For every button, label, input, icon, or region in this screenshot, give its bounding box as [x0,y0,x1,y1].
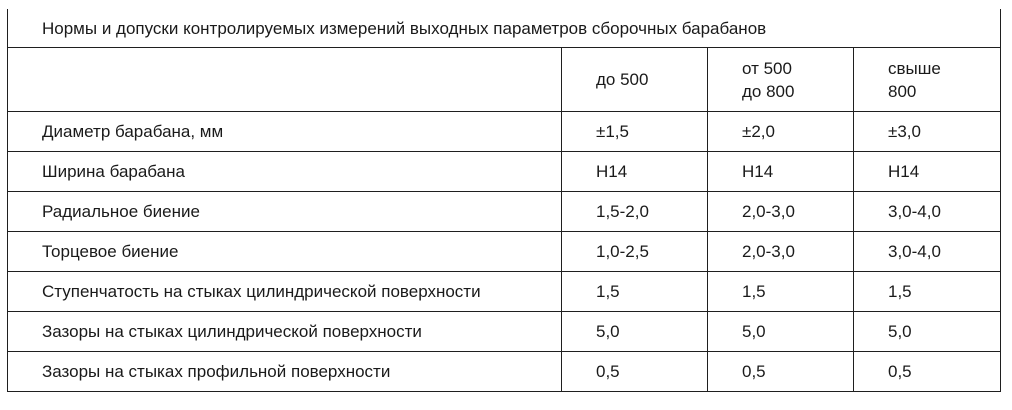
table-row [8,312,1001,352]
row-value-500-to-800: 2,0-3,0 [708,192,854,232]
row-value-up-to-500: Н14 [562,152,708,192]
row-value-over-800: 3,0-4,0 [854,232,1001,272]
row-value-over-800: 5,0 [854,312,1001,352]
table-row [8,192,1001,232]
tolerance-table [7,9,1001,392]
table-row [8,112,1001,152]
table-row [8,232,1001,272]
header-cell-over-800: свыше 800 [854,48,1001,112]
row-value-over-800: ±3,0 [854,112,1001,152]
row-value-up-to-500: 1,5-2,0 [562,192,708,232]
row-value-500-to-800: 2,0-3,0 [708,232,854,272]
header-cell-up-to-500: до 500 [562,48,708,112]
table-row [8,272,1001,312]
row-parameter-label: Ширина барабана [8,152,562,192]
row-value-over-800: 1,5 [854,272,1001,312]
row-value-up-to-500: 1,0-2,5 [562,232,708,272]
table-title-row [8,9,1001,48]
row-parameter-label: Диаметр барабана, мм [8,112,562,152]
table-header-row [8,48,1001,112]
row-value-500-to-800: Н14 [708,152,854,192]
row-value-over-800: Н14 [854,152,1001,192]
row-value-500-to-800: 5,0 [708,312,854,352]
row-value-over-800: 3,0-4,0 [854,192,1001,232]
table-title: Нормы и допуски контролируемых измерений выходных параметров сборочных барабанов [8,9,1001,48]
table-row [8,352,1001,392]
row-value-over-800: 0,5 [854,352,1001,392]
row-value-500-to-800: 1,5 [708,272,854,312]
row-parameter-label: Торцевое биение [8,232,562,272]
row-parameter-label: Зазоры на стыках цилиндрической поверхности [8,312,562,352]
header-cell-parameter [8,48,562,112]
row-value-500-to-800: ±2,0 [708,112,854,152]
row-value-up-to-500: 1,5 [562,272,708,312]
row-parameter-label: Зазоры на стыках профильной поверхности [8,352,562,392]
row-value-up-to-500: 5,0 [562,312,708,352]
row-value-up-to-500: ±1,5 [562,112,708,152]
table-row [8,152,1001,192]
row-value-500-to-800: 0,5 [708,352,854,392]
row-parameter-label: Ступенчатость на стыках цилиндрической поверхности [8,272,562,312]
row-value-up-to-500: 0,5 [562,352,708,392]
row-parameter-label: Радиальное биение [8,192,562,232]
header-cell-500-to-800: от 500 до 800 [708,48,854,112]
